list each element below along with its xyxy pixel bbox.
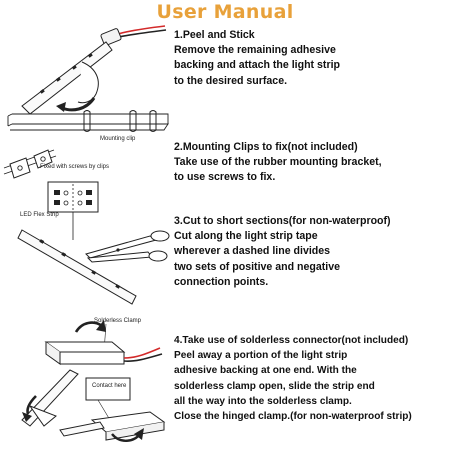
step-3-line: wherever a dashed line divides [174, 245, 331, 258]
step-3 [174, 214, 446, 290]
solderless-connector-illustration [0, 308, 172, 448]
step-2-heading: 2.Mounting Clips to fix(not included) [174, 141, 358, 153]
step-2 [174, 140, 446, 186]
mounting-clip-caption: Mounting clip [100, 136, 136, 142]
fixed-with-screws-caption: Fixed with screws by clips [40, 164, 110, 170]
step-4-line: all the way into the solderless clamp. [174, 395, 352, 407]
contact-here-caption: Contact here [92, 383, 127, 389]
mounting-clip-illustration [0, 110, 172, 184]
page-title: User Manual [156, 1, 294, 23]
step-4-line: solderless clamp open, slide the strip end [174, 380, 375, 392]
led-flex-strip-caption: LED Flex Strip [20, 212, 59, 218]
step-1 [174, 28, 446, 89]
step-2-line: to use screws to fix. [174, 171, 276, 184]
step-3-line: two sets of positive and negative [174, 260, 341, 273]
step-3-line: connection points. [174, 275, 269, 288]
step-4-line: Peel away a portion of the light strip [174, 350, 348, 362]
step-4-heading: 4.Take use of solderless connector(not included) [174, 335, 409, 346]
cut-sections-illustration [0, 178, 172, 306]
step-1-line: to the desired surface. [174, 74, 288, 87]
step-1-line: backing and attach the light strip [174, 59, 340, 72]
peel-and-stick-illustration [0, 22, 172, 114]
step-2-line: Take use of the rubber mounting bracket, [174, 156, 382, 169]
step-4-line: Close the hinged clamp.(for non-waterproof strip) [174, 411, 412, 423]
solderless-clamp-caption: Solderless Clamp [94, 318, 142, 324]
step-4-line: adhesive backing at one end. With the [174, 365, 357, 377]
step-1-heading: 1.Peel and Stick [174, 29, 255, 41]
step-3-heading: 3.Cut to short sections(for non-waterproof) [174, 215, 391, 227]
step-4 [174, 333, 446, 424]
step-1-line: Remove the remaining adhesive [174, 44, 336, 57]
step-3-line: Cut along the light strip tape [174, 230, 318, 243]
